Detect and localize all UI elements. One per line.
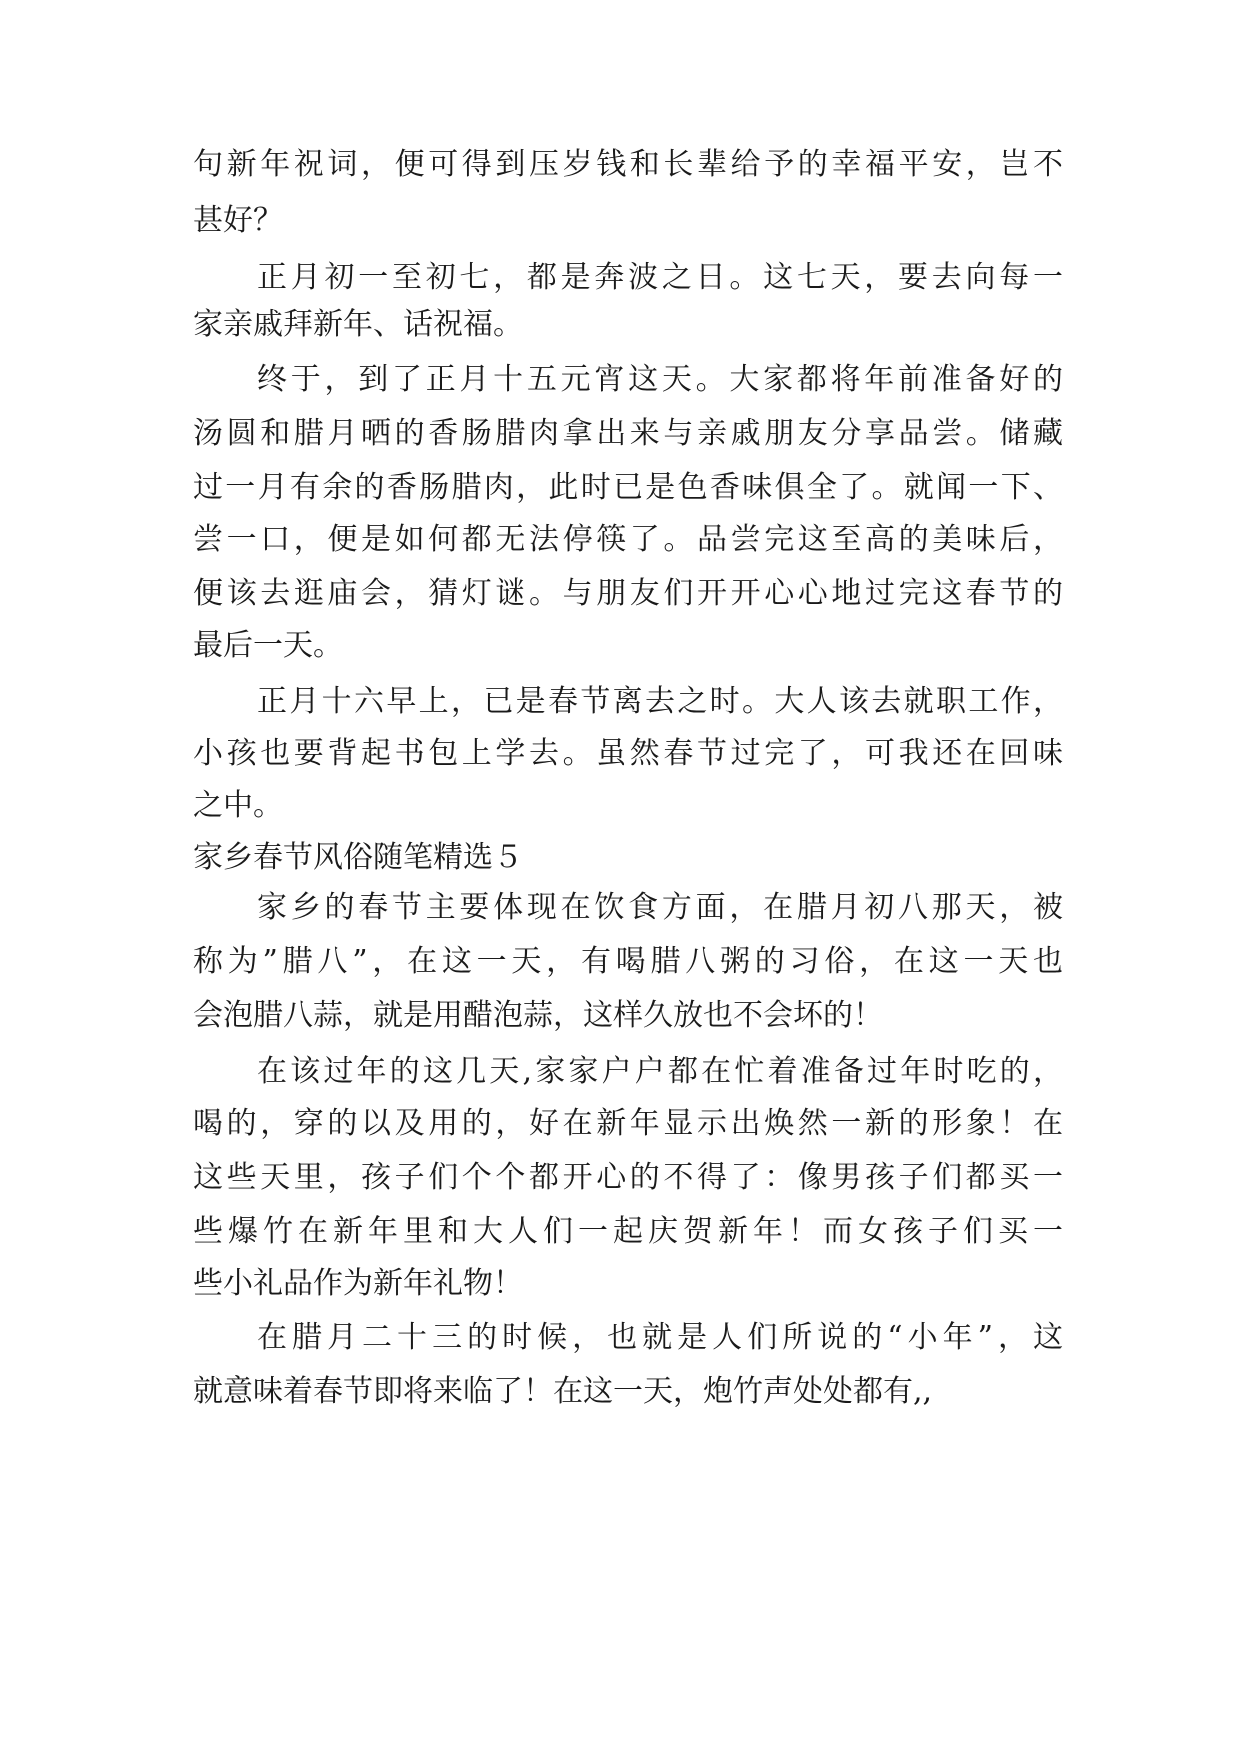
text-line: 之中。 bbox=[193, 788, 283, 823]
text-line: 最后一天。 bbox=[193, 628, 343, 663]
text-line: 甚好？ bbox=[193, 203, 283, 238]
text-line: 正月十六早上，已是春节离去之时。大人该去就职工作， bbox=[257, 684, 1063, 719]
text-line: 尝一口，便是如何都无法停筷了。品尝完这至高的美味后， bbox=[193, 522, 1063, 557]
text-line: 称为”腊八”，在这一天，有喝腊八粥的习俗，在这一天也 bbox=[193, 944, 1063, 979]
text-line: 就意味着春节即将来临了！在这一天，炮竹声处处都有,, bbox=[193, 1374, 933, 1409]
section-heading: 家乡春节风俗随笔精选５ bbox=[193, 840, 523, 875]
text-line: 正月初一至初七，都是奔波之日。这七天，要去向每一 bbox=[257, 260, 1063, 295]
text-line: 句新年祝词，便可得到压岁钱和长辈给予的幸福平安，岂不 bbox=[193, 147, 1063, 182]
text-line: 在该过年的这几天,家家户户都在忙着准备过年时吃的， bbox=[257, 1054, 1063, 1089]
text-line: 家亲戚拜新年、话祝福。 bbox=[193, 307, 523, 342]
text-line: 家乡的春节主要体现在饮食方面，在腊月初八那天，被 bbox=[257, 890, 1063, 925]
text-line: 汤圆和腊月晒的香肠腊肉拿出来与亲戚朋友分享品尝。储藏 bbox=[193, 416, 1063, 451]
text-line: 会泡腊八蒜，就是用醋泡蒜，这样久放也不会坏的！ bbox=[193, 998, 883, 1033]
text-line: 终于，到了正月十五元宵这天。大家都将年前准备好的 bbox=[257, 362, 1063, 397]
text-line: 喝的，穿的以及用的，好在新年显示出焕然一新的形象！在 bbox=[193, 1106, 1063, 1141]
text-line: 在腊月二十三的时候，也就是人们所说的“小年”，这 bbox=[257, 1320, 1063, 1355]
text-line: 这些天里，孩子们个个都开心的不得了：像男孩子们都买一 bbox=[193, 1160, 1063, 1195]
text-line: 便该去逛庙会，猜灯谜。与朋友们开开心心地过完这春节的 bbox=[193, 576, 1063, 611]
text-line: 过一月有余的香肠腊肉，此时已是色香味俱全了。就闻一下、 bbox=[193, 470, 1063, 505]
text-line: 些小礼品作为新年礼物！ bbox=[193, 1266, 523, 1301]
text-line: 些爆竹在新年里和大人们一起庆贺新年！而女孩子们买一 bbox=[193, 1214, 1063, 1249]
text-line: 小孩也要背起书包上学去。虽然春节过完了，可我还在回味 bbox=[193, 736, 1063, 771]
